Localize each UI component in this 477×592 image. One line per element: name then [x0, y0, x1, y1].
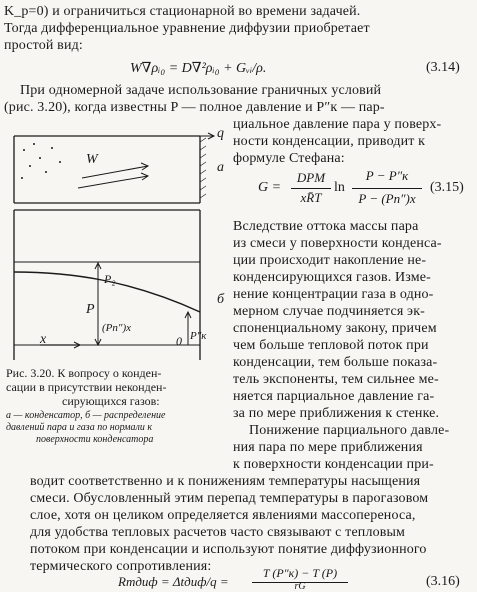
text-line: няется парциальное давление га- — [233, 389, 435, 404]
figure-caption: Рис. 3.20. К вопросу о конден- — [6, 366, 162, 380]
fraction-numerator: T (P″к) − T (P) — [262, 566, 338, 580]
text-line: При одномерной задаче использование граничных условий — [20, 83, 382, 98]
fraction-numerator: DPM — [296, 170, 326, 185]
figure-legend: давлений пара и газа по нормали к — [6, 422, 153, 433]
equation-3-15-lhs: G = — [258, 180, 282, 195]
equation-number: (3.14) — [426, 60, 460, 75]
equation-3-16-lhs: Rтдиф = Δtдиф/q = — [118, 574, 229, 589]
text-line: нение концентрации газа в одно- — [233, 287, 434, 302]
label-Pk: P″к — [190, 330, 207, 342]
fraction-denominator: rG — [294, 581, 306, 592]
label-b: б — [217, 292, 225, 307]
figure-legend: а — конденсатор, б — распределение — [6, 410, 166, 421]
fraction-denominator: xR̄T — [300, 190, 322, 205]
label-Ppx: (Pп″)x — [102, 322, 132, 334]
text-line: тель экспоненты, тем сильнее ме- — [233, 372, 439, 387]
equation-number: (3.15) — [430, 180, 464, 195]
text-line: Вследствие оттока массы пара — [233, 219, 419, 234]
heat-flux-arrow — [188, 133, 214, 139]
label-a: a — [217, 160, 224, 175]
text-line: водит соответственно и к понижениям температуры насыщения — [30, 474, 421, 489]
figure-caption: сирующихся газов: — [62, 394, 160, 408]
text-line: к поверхности конденсации при- — [233, 457, 434, 472]
text-line: ности конденсации, приводит к — [233, 134, 426, 149]
label-P: P — [86, 302, 95, 317]
figure-caption: сации в присутствии неконден- — [6, 380, 167, 394]
text-line: (рис. 3.20), когда известны P — полное давление и P″к — пар- — [4, 100, 385, 115]
fraction-bar — [352, 188, 422, 189]
text-line: споненциальному закону, причем — [233, 321, 437, 336]
text-line: чем больше тепловой поток при — [233, 338, 429, 353]
text-line: ния пара по мере приближения — [233, 440, 423, 455]
fraction-denominator: P − (Pп″)x — [358, 191, 416, 206]
text-line: формуле Стефана: — [233, 151, 345, 166]
label-q: q — [217, 126, 224, 141]
gas-particles — [21, 143, 61, 179]
equation-number: (3.16) — [426, 574, 460, 589]
text-line: слое, хотя он целиком определяется явлениями массопереноса, — [30, 508, 416, 523]
text-line: ции происходит накопление не- — [233, 253, 427, 268]
text-line: для удобства тепловых расчетов часто связывают с тепловым — [30, 525, 406, 540]
label-P2: P₂ — [104, 272, 116, 286]
text-line: из смеси у поверхности конденса- — [233, 236, 442, 251]
text-line: конденсации, тем больше показа- — [233, 355, 438, 370]
text-line: Тогда дифференциальное уравнение диффузии приобретает — [4, 21, 370, 36]
fraction-numerator: P − P″к — [365, 168, 409, 183]
text-line: смеси. Обусловленный этим перепад температуры в парогазовом — [30, 491, 429, 506]
equation-3-14: W∇ρᵢ₀ = D∇²ρᵢ₀ + Gᵥᵢ/ρ. — [130, 61, 267, 76]
text-line: конденсирующихся газов. Изме- — [233, 270, 431, 285]
text-line: термического сопротивления: — [30, 559, 212, 574]
text-line: K_р=0) и ограничиться стационарной во времени задачей. — [4, 4, 361, 19]
text-line: за по мере приближения к стенке. — [233, 406, 440, 421]
text-line: мерном случае подчиняется эк- — [233, 304, 425, 319]
figure-legend: поверхности конденсатора — [36, 434, 154, 445]
label-W: W — [86, 152, 98, 167]
text-line: Понижение парциального давле- — [249, 423, 450, 438]
label-x: x — [40, 332, 47, 347]
fraction-bar — [291, 188, 331, 189]
label-0: 0 — [176, 334, 182, 348]
text-line: потоком при конденсации и используют понятие диффузионного — [30, 542, 427, 557]
wall-hatch — [200, 138, 206, 198]
equation-ln: ln — [334, 180, 345, 195]
text-line: циальное давление пара у поверх- — [233, 117, 442, 132]
text-line: простой вид: — [4, 38, 83, 53]
